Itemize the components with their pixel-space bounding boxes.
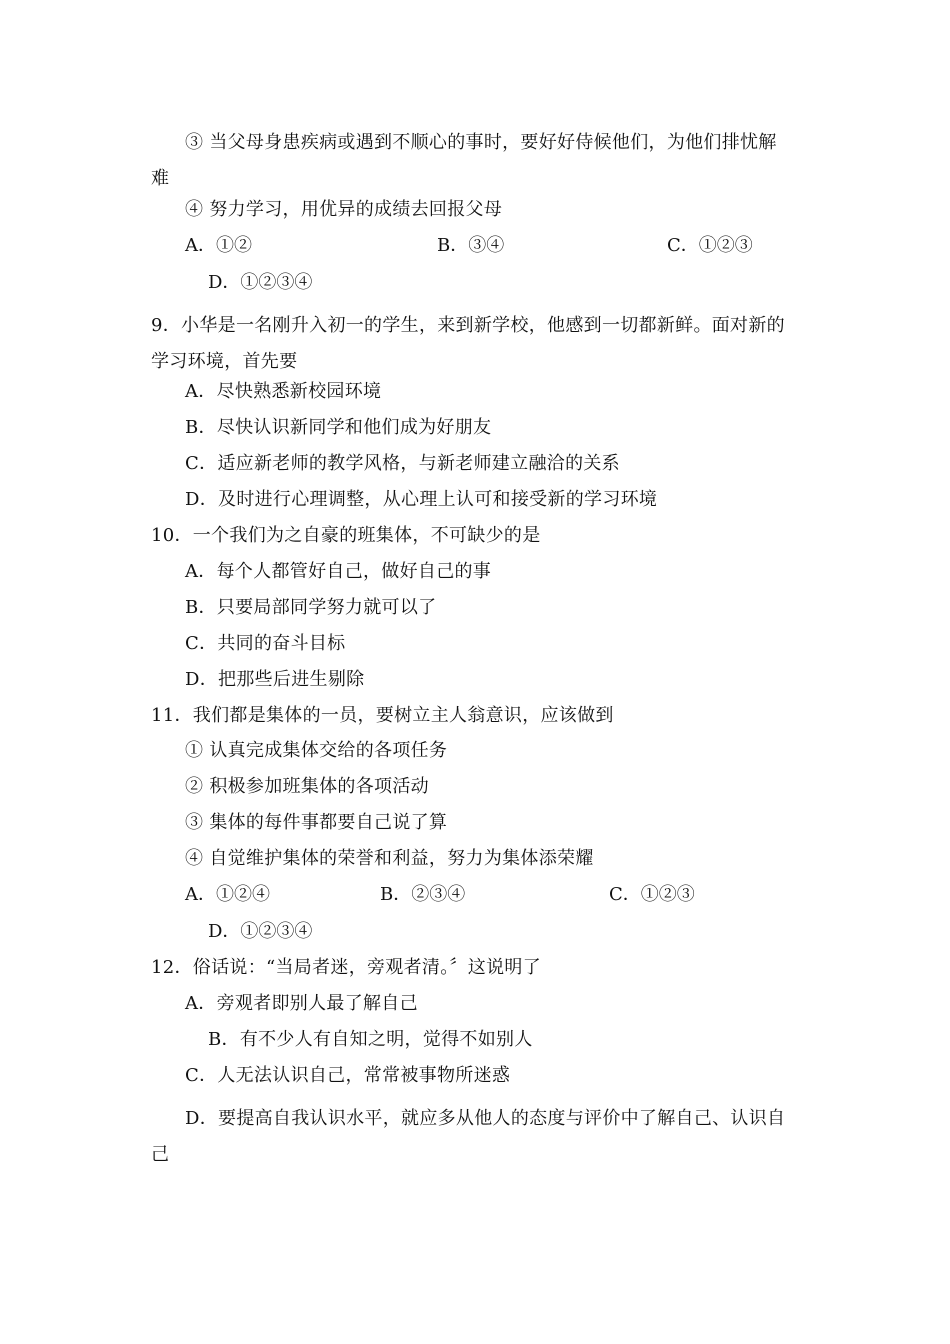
q8-option-a: A．①② — [185, 235, 252, 256]
q11-item-1: ① 认真完成集体交给的各项任务 — [185, 740, 448, 761]
q8-item-4: ④ 努力学习，用优异的成绩去回报父母 — [185, 199, 503, 220]
q10-stem: 10．一个我们为之自豪的班集体，不可缺少的是 — [151, 525, 541, 546]
q9-option-b: B．尽快认识新同学和他们成为好朋友 — [185, 417, 492, 438]
q12-option-d: D．要提高自我认识水平，就应多从他人的态度与评价中了解自己、认识自己 — [151, 1108, 786, 1165]
q8-option-d: D．①②③④ — [208, 272, 313, 293]
q11-option-b: B．②③④ — [380, 884, 466, 905]
q9-option-d: D．及时进行心理调整，从心理上认可和接受新的学习环境 — [185, 489, 658, 510]
q9-option-c: C．适应新老师的教学风格，与新老师建立融洽的关系 — [185, 453, 620, 474]
q11-item-2: ② 积极参加班集体的各项活动 — [185, 776, 429, 797]
q11-stem: 11．我们都是集体的一员，要树立主人翁意识，应该做到 — [151, 705, 614, 726]
q10-option-a: A．每个人都管好自己，做好自己的事 — [185, 561, 492, 582]
q8-option-c: C．①②③ — [667, 235, 753, 256]
q11-option-c: C．①②③ — [609, 884, 695, 905]
q10-option-b: B．只要局部同学努力就可以了 — [185, 597, 437, 618]
q12-stem: 12．俗话说：“当局者迷，旁观者清。〞这说明了 — [151, 957, 542, 978]
q10-option-d: D．把那些后进生剔除 — [185, 669, 365, 690]
q8-item-3: ③ 当父母身患疾病或遇到不顺心的事时，要好好侍候他们，为他们排忧解难 — [151, 132, 777, 189]
q9-stem: 9．小华是一名刚升入初一的学生，来到新学校，他感到一切都新鲜。面对新的学习环境，首先要 — [151, 315, 785, 372]
q12-option-c: C．人无法认识自己，常常被事物所迷惑 — [185, 1065, 511, 1086]
q10-option-c: C．共同的奋斗目标 — [185, 633, 346, 654]
q8-option-b: B．③④ — [437, 235, 505, 256]
q12-option-b: B．有不少人有自知之明，觉得不如别人 — [208, 1029, 533, 1050]
q11-option-d: D．①②③④ — [208, 921, 313, 942]
q12-option-a: A．旁观者即别人最了解自己 — [185, 993, 418, 1014]
q9-option-a: A．尽快熟悉新校园环境 — [185, 381, 382, 402]
q11-option-a: A．①②④ — [185, 884, 270, 905]
q11-item-4: ④ 自觉维护集体的荣誉和利益，努力为集体添荣耀 — [185, 848, 594, 869]
q11-item-3: ③ 集体的每件事都要自己说了算 — [185, 812, 448, 833]
